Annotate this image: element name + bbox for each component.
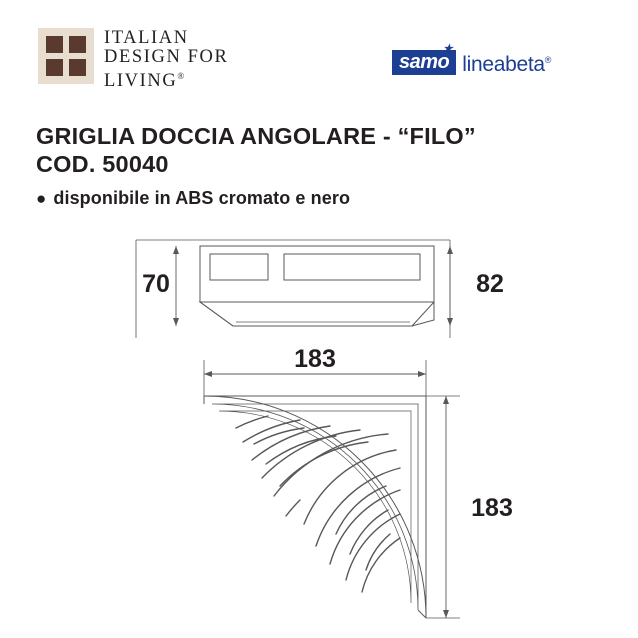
lineabeta-logo-wrap [462, 50, 551, 75]
idl-logo-line-1: ITALIAN [104, 28, 189, 48]
lineabeta-logo-text: lineabeta [462, 53, 545, 76]
page-header [0, 0, 638, 112]
dimension-70-label: 70 [142, 270, 170, 298]
idl-logo-line-3: LIVING [104, 71, 178, 92]
product-code: COD. 50040 [36, 151, 169, 177]
product-title: GRIGLIA DOCCIA ANGOLARE - “FILO” [36, 123, 476, 149]
plan-view [204, 396, 426, 618]
product-availability-note [36, 188, 616, 209]
star-icon: ★ [442, 43, 453, 55]
dimension-82 [447, 246, 453, 326]
product-title-block [36, 122, 616, 209]
idl-logo-registered-mark: ® [177, 71, 185, 81]
bullet-icon: ● [36, 189, 47, 208]
samo-logo-box [392, 43, 456, 75]
idl-logo-line-2: DESIGN FOR [104, 47, 229, 67]
side-elevation [136, 240, 450, 338]
dimension-70 [173, 246, 179, 326]
idl-logo-mark-icon [38, 28, 94, 84]
product-availability-text: disponibile in ABS cromato e nero [53, 188, 351, 208]
dimension-183-right [426, 396, 460, 618]
dimension-183-top-label: 183 [294, 345, 336, 373]
italian-design-for-living-logo [38, 28, 228, 91]
idl-logo-text [104, 28, 228, 91]
dimension-82-label: 82 [476, 270, 504, 298]
samo-logo-text: samo [399, 51, 450, 73]
lineabeta-registered-mark: ® [544, 55, 552, 65]
idl-logo-line-3-wrap [104, 67, 228, 91]
technical-drawings [0, 228, 638, 638]
dimension-183-right-label: 183 [471, 494, 513, 522]
samo-lineabeta-logo [392, 43, 552, 76]
